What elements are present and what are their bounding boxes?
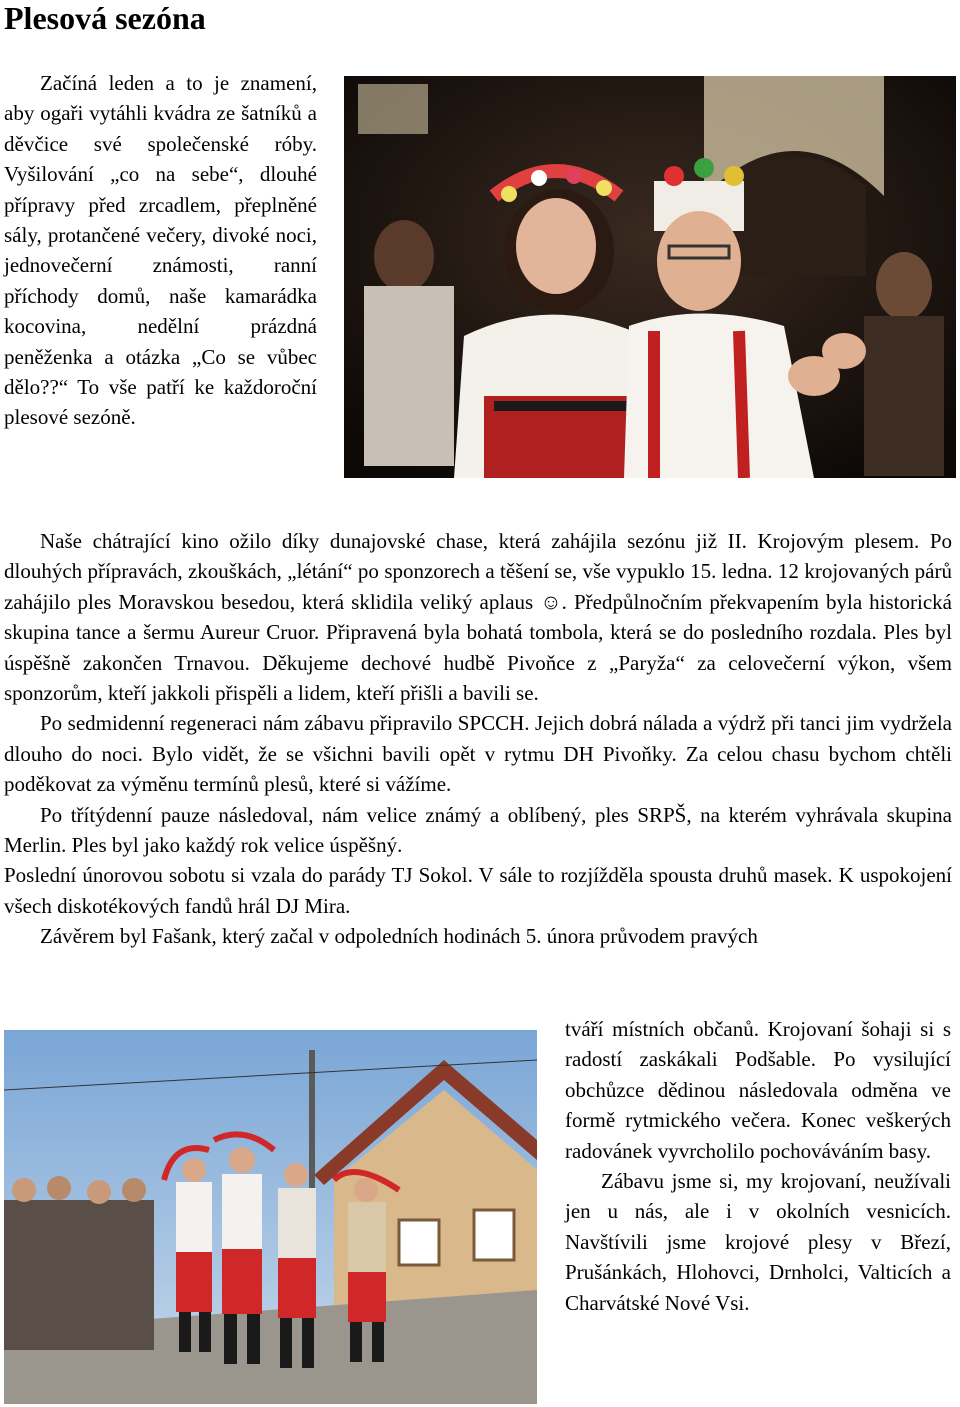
paragraph-krojovy-ples: Naše chátrající kino ožilo díky dunajovské chase, která zahájila sezónu již II. Krojovým plesem. Po dlouhých přípravách, zkouškách, „létání“ po sponzorech a těšení se, vše vypuklo 15. ledna. 12 krojovaných párů zahájilo ples Moravskou besedou, která sklidila veliký aplaus ☺. Předpůlnočním překvapením byla historická skupina tance a šermu Aureur Cruor. Připravená byla bohatá tombola, která se do posledního rozdala. Ples byl úspěšně zakončen Trnavou. Děkujeme dechové hudbě Pivoňce z „Paryža“ za celovečerní výkon, všem sponzorům, kteří jakkoli přispěli a lidem, kteří přišli a bavili se.: [4, 529, 952, 706]
photo-ball-couple: [344, 76, 956, 478]
side-column: [565, 1014, 951, 1318]
article-body: [4, 526, 952, 952]
paragraph-sokol: Poslední únorovou sobotu si vzala do parády TJ Sokol. V sále to rozjížděla spousta druhů masek. K uspokojení všech diskotékových fandů hrál DJ Mira.: [4, 863, 952, 918]
page-title: Plesová sezóna: [4, 0, 206, 36]
paragraph-fasank: Závěrem byl Fašank, který začal v odpoledních hodinách 5. února průvodem pravých: [40, 924, 758, 949]
paragraph-srps: Po třítýdenní pauze následoval, nám velice známý a oblíbený, ples SRPŠ, na kterém vyhrávala skupina Merlin. Ples byl jako každý rok velice úspěšný.: [4, 802, 952, 858]
paragraph-spcch: Po sedmidenní regeneraci nám zábavu připravilo SPCCH. Jejich dobrá nálada a výdrž při tanci jim vydržela dlouho do noci. Bylo vidět, že se všichni bavili opět v rytmu DH Pivoňky. Za celou chasu bychom chtěli poděkovat za výměnu termínů plesů, které si vážíme.: [4, 711, 952, 797]
paragraph-fasank-continued: tváří místních občanů. Krojovaní šohaji si s radostí zaskákali Podšable. Po vysilující obchůzce dědinou následovala odměna ve formě rytmického večera. Konec veškerých radovánek vyvrcholilo pochováváním basy.: [565, 1017, 951, 1163]
photo-fasank-procession: [4, 1030, 537, 1404]
intro-paragraph: Začíná leden a to je znamení, aby ogaři vytáhli kvádra ze šatníků a děvčice své společenské róby. Vyšilování „co na sebe“, dlouhé přípravy před zrcadlem, přeplněné sály, protančené večery, divoké noci, jednovečerní známosti, ranní příchody domů, naše kamarádka kocovina, nedělní prázdná peněženka a otázka „Co se vůbec dělo??“ To vše patří ke každoroční plesové sezóně.: [4, 71, 317, 430]
paragraph-visited-balls: Zábavu jsme si, my krojovaní, neužívali jen u nás, ale i v okolních vesnicích. Navštívili jsme krojové plesy v Březí, Prušánkách, Hlohovci, Drnholci, Valticích a Charvátské Nové Vsi.: [565, 1169, 951, 1315]
